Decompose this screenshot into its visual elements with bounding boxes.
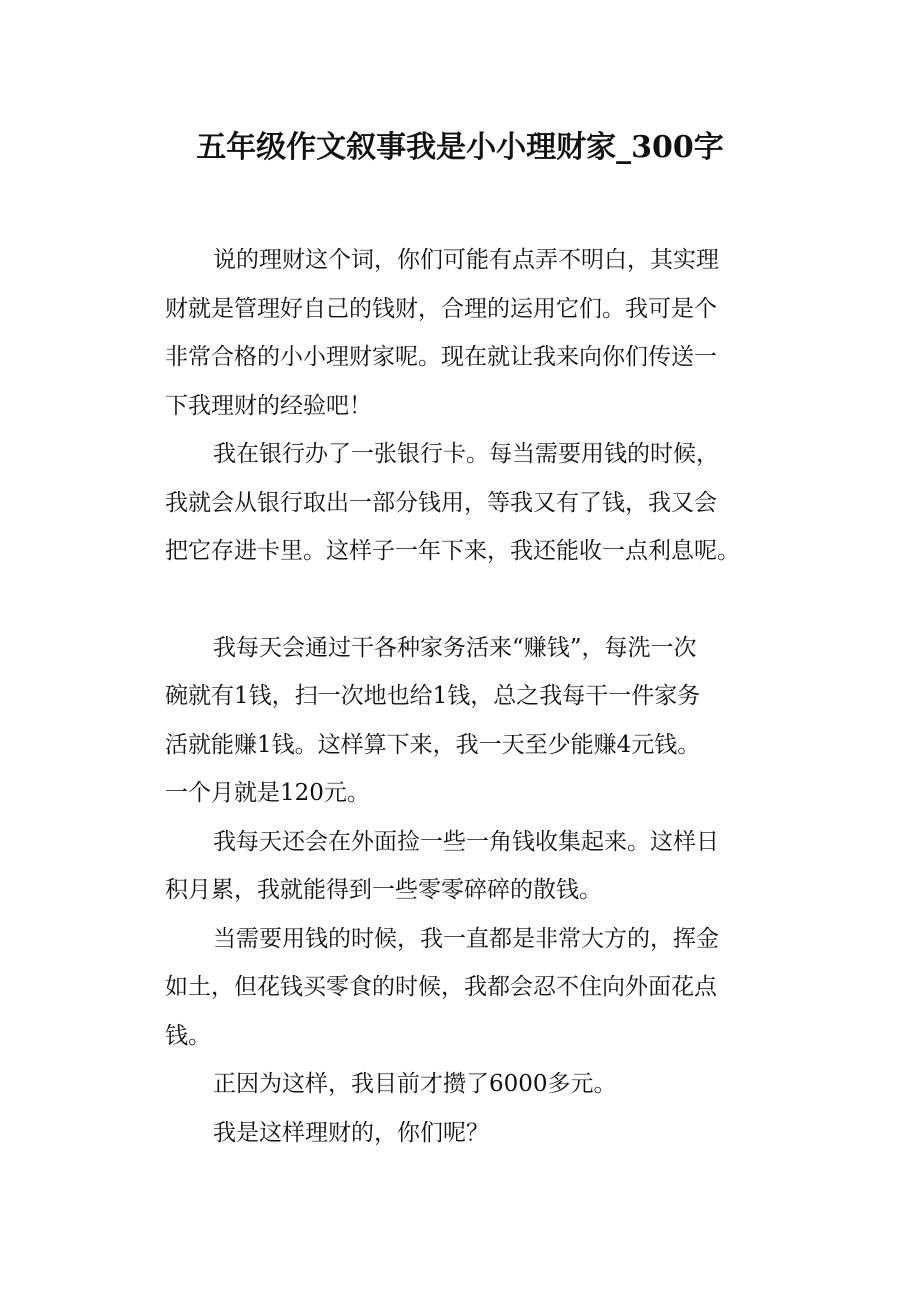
- paragraph: [165, 236, 765, 430]
- text-line: 一个月就是120元。: [165, 780, 370, 806]
- text-line: 我是这样理财的，你们呢？: [213, 1119, 489, 1146]
- document-body: [165, 236, 765, 1157]
- text-line: 把它存进卡里。这样子一年下来，我还能收一点利息呢。: [165, 538, 740, 564]
- text-line: 说的理财这个词，你们可能有点弄不明白，其实理: [213, 247, 719, 273]
- text-line: 我在银行办了一张银行卡。每当需要用钱的时候，: [213, 441, 719, 467]
- text-line: 财就是管理好自己的钱财，合理的运用它们。我可是个: [165, 295, 717, 322]
- paragraph: [165, 818, 765, 915]
- text-line: 我就会从银行取出一部分钱用，等我又有了钱，我又会: [165, 489, 717, 516]
- paragraph: [165, 430, 765, 576]
- text-line: 正因为这样，我目前才攒了6000多元。: [213, 1071, 617, 1097]
- paragraph-gap: [165, 576, 765, 624]
- paragraph: [165, 915, 765, 1061]
- text-line: 活就能赚1钱。这样算下来，我一天至少能赚4元钱。: [165, 731, 701, 758]
- paragraph: [165, 624, 765, 818]
- text-line: 非常合格的小小理财家呢。现在就让我来向你们传送一: [165, 344, 717, 370]
- paragraph: [165, 1109, 765, 1158]
- text-line: 积月累，我就能得到一些零零碎碎的散钱。: [165, 877, 602, 903]
- text-line: 钱。: [165, 1022, 211, 1049]
- text-line: 我每天会通过干各种家务活来“赚钱”，每洗一次: [213, 634, 697, 661]
- paragraph: [165, 1060, 765, 1109]
- text-line: 当需要用钱的时候，我一直都是非常大方的，挥金: [213, 925, 719, 952]
- text-line: 下我理财的经验吧！: [165, 392, 372, 419]
- document-title: 五年级作文叙事我是小小理财家_300字: [196, 130, 724, 165]
- text-line: 我每天还会在外面捡一些一角钱收集起来。这样日: [213, 828, 719, 855]
- text-line: 如土，但花钱买零食的时候，我都会忍不住向外面花点: [165, 974, 717, 1000]
- text-line: 碗就有1钱，扫一次地也给1钱，总之我每干一件家务: [165, 683, 701, 709]
